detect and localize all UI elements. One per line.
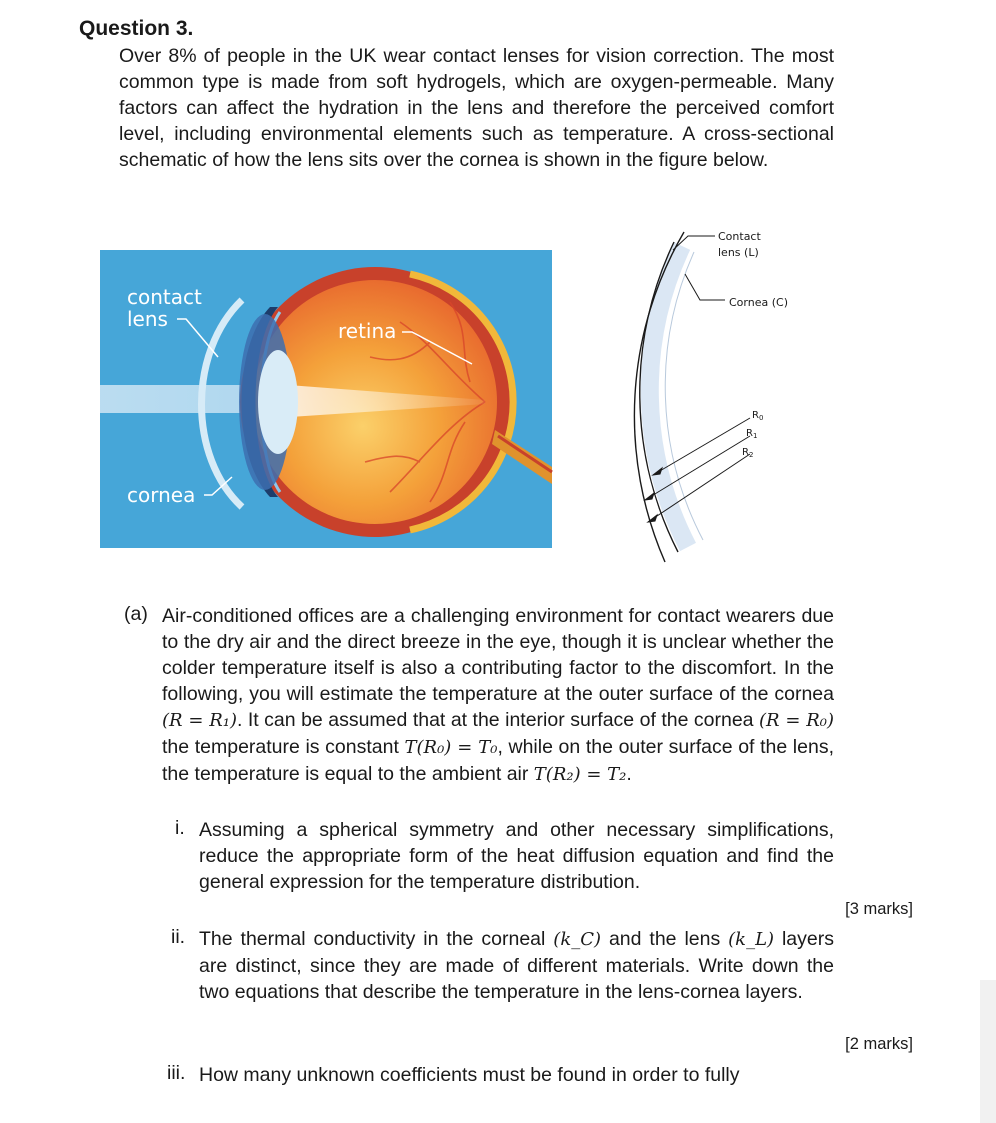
subpart-iii-label: iii. bbox=[167, 1062, 186, 1084]
figure bbox=[100, 222, 820, 577]
subpart-ii-text: The thermal conductivity in the corneal (k_C) and the lens (k_L) layers are distinct, since they are made of different materials. Write down the two equations that describe the temperature in the lens-cornea layers. bbox=[199, 928, 834, 1003]
subpart-i-label: i. bbox=[175, 817, 185, 839]
page-edge-shadow bbox=[980, 980, 996, 1123]
eye-label-cornea: cornea bbox=[127, 483, 196, 507]
schematic-label-lens: lens (L) bbox=[718, 246, 759, 259]
schematic-label-contact: Contact bbox=[718, 230, 761, 243]
eye-label-lens: lens bbox=[127, 307, 168, 331]
label-r1: $R_1$ bbox=[746, 428, 758, 440]
subpart-iii-text: How many unknown coefficients must be found in order to fully bbox=[199, 1064, 740, 1086]
part-a-label: (a) bbox=[124, 603, 148, 625]
subpart-i-text: Assuming a spherical symmetry and other necessary simplifications, reduce the appropriate form of the heat diffusion equation and find the general expression for the temperature distribution. bbox=[199, 819, 834, 893]
subpart-i-marks: [3 marks] bbox=[845, 900, 913, 918]
crystalline-lens bbox=[258, 350, 298, 454]
math-t-r2: T(R₂) = T₂ bbox=[533, 764, 627, 785]
lens-cornea-schematic bbox=[634, 230, 788, 562]
question-title: Question 3. bbox=[79, 17, 194, 40]
subpart-ii-label: ii. bbox=[171, 926, 186, 948]
part-a-text: Air-conditioned offices are a challenging environment for contact wearers due to the dry air and the direct breeze in the eye, though it is unclear whether the colder temperature itself is also a contributing factor to the discomfort. In the following, you will estimate the temperature at the outer surface of the cornea (R = R₁). It can be assumed that at the interior surface of the cornea (R = R₀) the temperature is constant T(R₀) = T₀, while on the outer surface of the lens, the temperature is equal to the ambient air T(R₂) = T₂. bbox=[162, 605, 834, 785]
math-r-r1: (R = R₁) bbox=[162, 710, 237, 731]
subpart-ii-marks: [2 marks] bbox=[845, 1035, 913, 1053]
intro-paragraph: Over 8% of people in the UK wear contact lenses for vision correction. The most common type is made from soft hydrogels, which are oxygen-permeable. Many factors can affect the hydration in the lens and therefore the perceived comfort level, including environmental elements such as temperature. A cross-sectional schematic of how the lens sits over the cornea is shown in the figure below. bbox=[119, 45, 834, 171]
math-r-r0: (R = R₀) bbox=[759, 710, 834, 731]
label-r2: $R_2$ bbox=[742, 447, 754, 459]
eye-label-retina: retina bbox=[338, 319, 397, 343]
math-kc: (k_C) bbox=[553, 929, 602, 950]
eye-illustration bbox=[100, 250, 552, 548]
figure-svg bbox=[100, 222, 820, 577]
math-kl: (k_L) bbox=[728, 929, 775, 950]
eye-label-contact: contact bbox=[127, 285, 202, 309]
label-r0: $R_0$ bbox=[752, 410, 764, 422]
math-t-r0: T(R₀) = T₀ bbox=[404, 737, 498, 758]
schematic-label-cornea: Cornea (C) bbox=[729, 296, 788, 309]
